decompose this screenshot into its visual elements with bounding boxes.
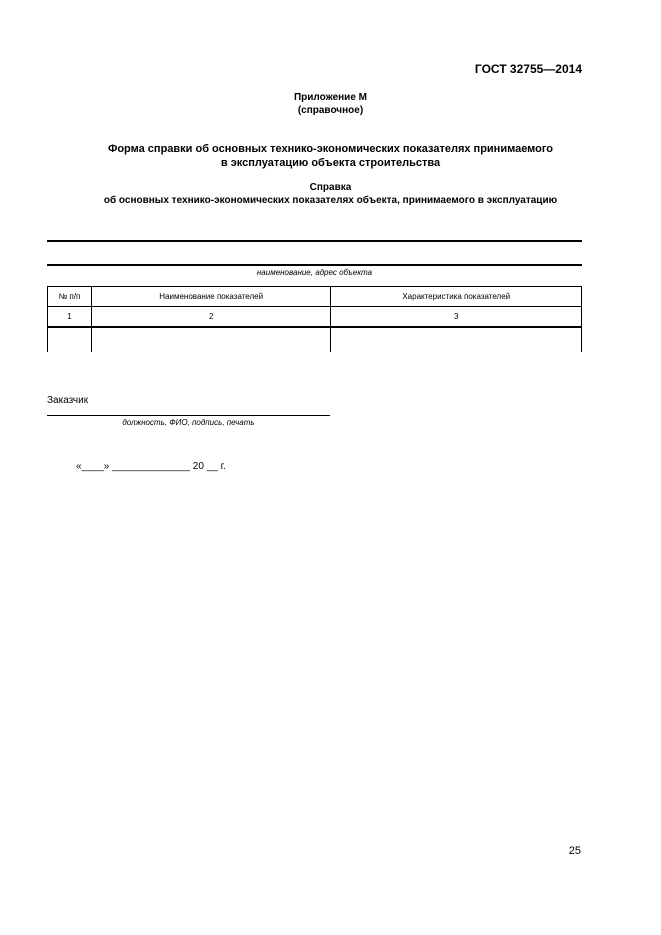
- document-code: ГОСТ 32755—2014: [474, 62, 582, 76]
- indicators-table: [47, 286, 582, 352]
- date-line: «____» ______________ 20 __ г.: [76, 461, 226, 472]
- form-title: [0, 142, 661, 170]
- customer-label: Заказчик: [47, 395, 89, 406]
- appendix-kind: (справочное): [297, 105, 364, 116]
- table-row: [48, 327, 582, 352]
- numbering-cell-2: 2: [91, 307, 331, 328]
- object-line-bottom: [47, 264, 582, 266]
- certificate-subtitle: об основных технико-экономических показателях объекта, принимаемого в эксплуатацию: [103, 195, 558, 206]
- table-cell[interactable]: [331, 327, 582, 352]
- object-caption: наименование, адрес объекта: [256, 268, 373, 277]
- table-cell[interactable]: [48, 327, 92, 352]
- certificate-title: Справка: [309, 182, 352, 193]
- table-header-row: [48, 287, 582, 307]
- header-cell-number: № п/п: [48, 287, 92, 307]
- table-numbering-row: [48, 307, 582, 328]
- appendix-heading: [0, 91, 661, 117]
- certificate-heading: [0, 181, 661, 207]
- appendix-title: Приложение М: [293, 92, 368, 103]
- numbering-cell-1: 1: [48, 307, 92, 328]
- form-title-line-2: в эксплуатацию объекта строительства: [220, 157, 441, 169]
- object-line-top: [47, 240, 582, 242]
- form-title-line-1: Форма справки об основных технико-экономических показателях принимаемого: [107, 143, 554, 155]
- table-cell[interactable]: [91, 327, 331, 352]
- header-cell-characteristic: Характеристика показателей: [331, 287, 582, 307]
- page-number: 25: [568, 845, 581, 857]
- signature-line: [47, 415, 330, 416]
- header-cell-name: Наименование показателей: [91, 287, 331, 307]
- numbering-cell-3: 3: [331, 307, 582, 328]
- signature-caption: должность, ФИО, подпись, печать: [122, 418, 255, 427]
